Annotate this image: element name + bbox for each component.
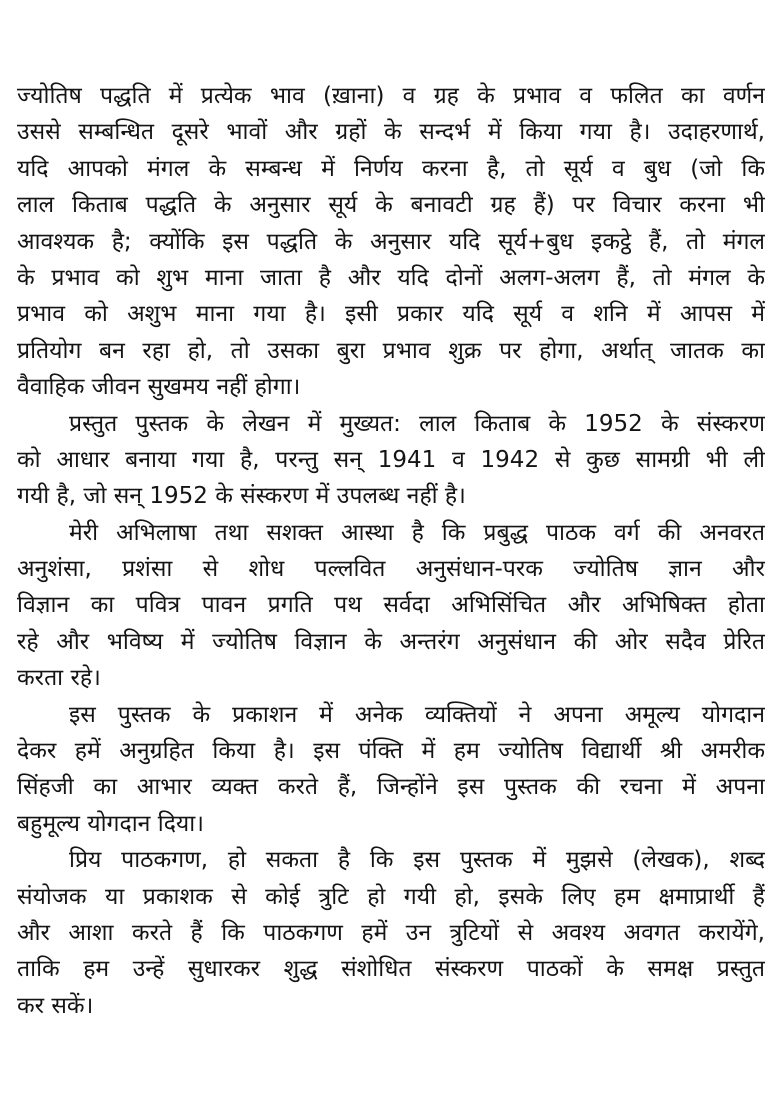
text-line: लाल किताब पद्धति के अनुसार सूर्य के बनावटी ग्रह हैं) पर विचार करना भी — [17, 192, 765, 219]
text-line: यदि आपको मंगल के सम्बन्ध में निर्णय करना है, तो सूर्य व बुध (जो कि — [17, 155, 765, 182]
text-line: वैवाहिक जीवन सुखमय नहीं होगा। — [17, 374, 301, 401]
text-line: प्रतियोग बन रहा हो, तो उसका बुरा प्रभाव शुक्र पर होगा, अर्थात् जातक का — [17, 337, 765, 364]
text-line: विज्ञान का पवित्र पावन प्रगति पथ सर्वदा अभिसिंचित और अभिषिक्त होता — [17, 592, 765, 619]
paragraph — [17, 697, 765, 843]
text-line: को आधार बनाया गया है, परन्तु सन् 1941 व 1942 से कुछ सामग्री भी ली — [17, 446, 765, 473]
text-line: और आशा करते हैं कि पाठकगण हमें उन त्रुटियों से अवश्य अवगत करायेंगे, — [17, 919, 765, 946]
paragraph — [17, 406, 765, 515]
text-line: कर सकें। — [17, 992, 94, 1019]
paragraph — [17, 842, 765, 1024]
text-line: प्रभाव को अशुभ माना गया है। इसी प्रकार यदि सूर्य व शनि में आपस में — [17, 301, 765, 328]
text-line: आवश्यक है; क्योंकि इस पद्धति के अनुसार यदि सूर्य+बुध इकट्ठे हैं, तो मंगल — [17, 228, 765, 255]
paragraph — [17, 78, 765, 406]
text-line: के प्रभाव को शुभ माना जाता है और यदि दोनों अलग-अलग हैं, तो मंगल के — [17, 264, 765, 291]
text-line: उससे सम्बन्धित दूसरे भावों और ग्रहों के सन्दर्भ में किया गया है। उदाहरणार्थ, — [17, 119, 765, 146]
text-line: प्रस्तुत पुस्तक के लेखन में मुख्यत: लाल किताब के 1952 के संस्करण — [69, 410, 765, 437]
text-line: रहे और भविष्य में ज्योतिष विज्ञान के अन्तरंग अनुसंधान की ओर सदैव प्रेरित — [17, 628, 765, 655]
text-line: बहुमूल्य योगदान दिया। — [17, 810, 204, 837]
document-page — [17, 78, 765, 1024]
paragraph — [17, 515, 765, 697]
text-line: इस पुस्तक के प्रकाशन में अनेक व्यक्तियों ने अपना अमूल्य योगदान — [69, 701, 765, 728]
text-line: मेरी अभिलाषा तथा सशक्त आस्था है कि प्रबुद्ध पाठक वर्ग की अनवरत — [69, 519, 765, 546]
text-line: ज्योतिष पद्धति में प्रत्येक भाव (ख़ाना) व ग्रह के प्रभाव व फलित का वर्णन — [17, 83, 765, 109]
text-line: करता रहे। — [17, 665, 101, 692]
text-line: ताकि हम उन्हें सुधारकर शुद्ध संशोधित संस्करण पाठकों के समक्ष प्रस्तुत — [17, 956, 765, 983]
text-line: अनुशंसा, प्रशंसा से शोध पल्लवित अनुसंधान-परक ज्योतिष ज्ञान और — [17, 556, 765, 583]
text-line: प्रिय पाठकगण, हो सकता है कि इस पुस्तक में मुझसे (लेखक), शब्द — [69, 847, 765, 874]
text-line: देकर हमें अनुग्रहित किया है। इस पंक्ति में हम ज्योतिष विद्यार्थी श्री अमरीक — [17, 738, 765, 765]
text-line: सिंहजी का आभार व्यक्त करते हैं, जिन्होंने इस पुस्तक की रचना में अपना — [17, 774, 765, 801]
text-line: गयी है, जो सन् 1952 के संस्करण में उपलब्ध नहीं है। — [17, 483, 466, 510]
text-line: संयोजक या प्रकाशक से कोई त्रुटि हो गयी हो, इसके लिए हम क्षमाप्रार्थी हैं — [17, 883, 765, 910]
